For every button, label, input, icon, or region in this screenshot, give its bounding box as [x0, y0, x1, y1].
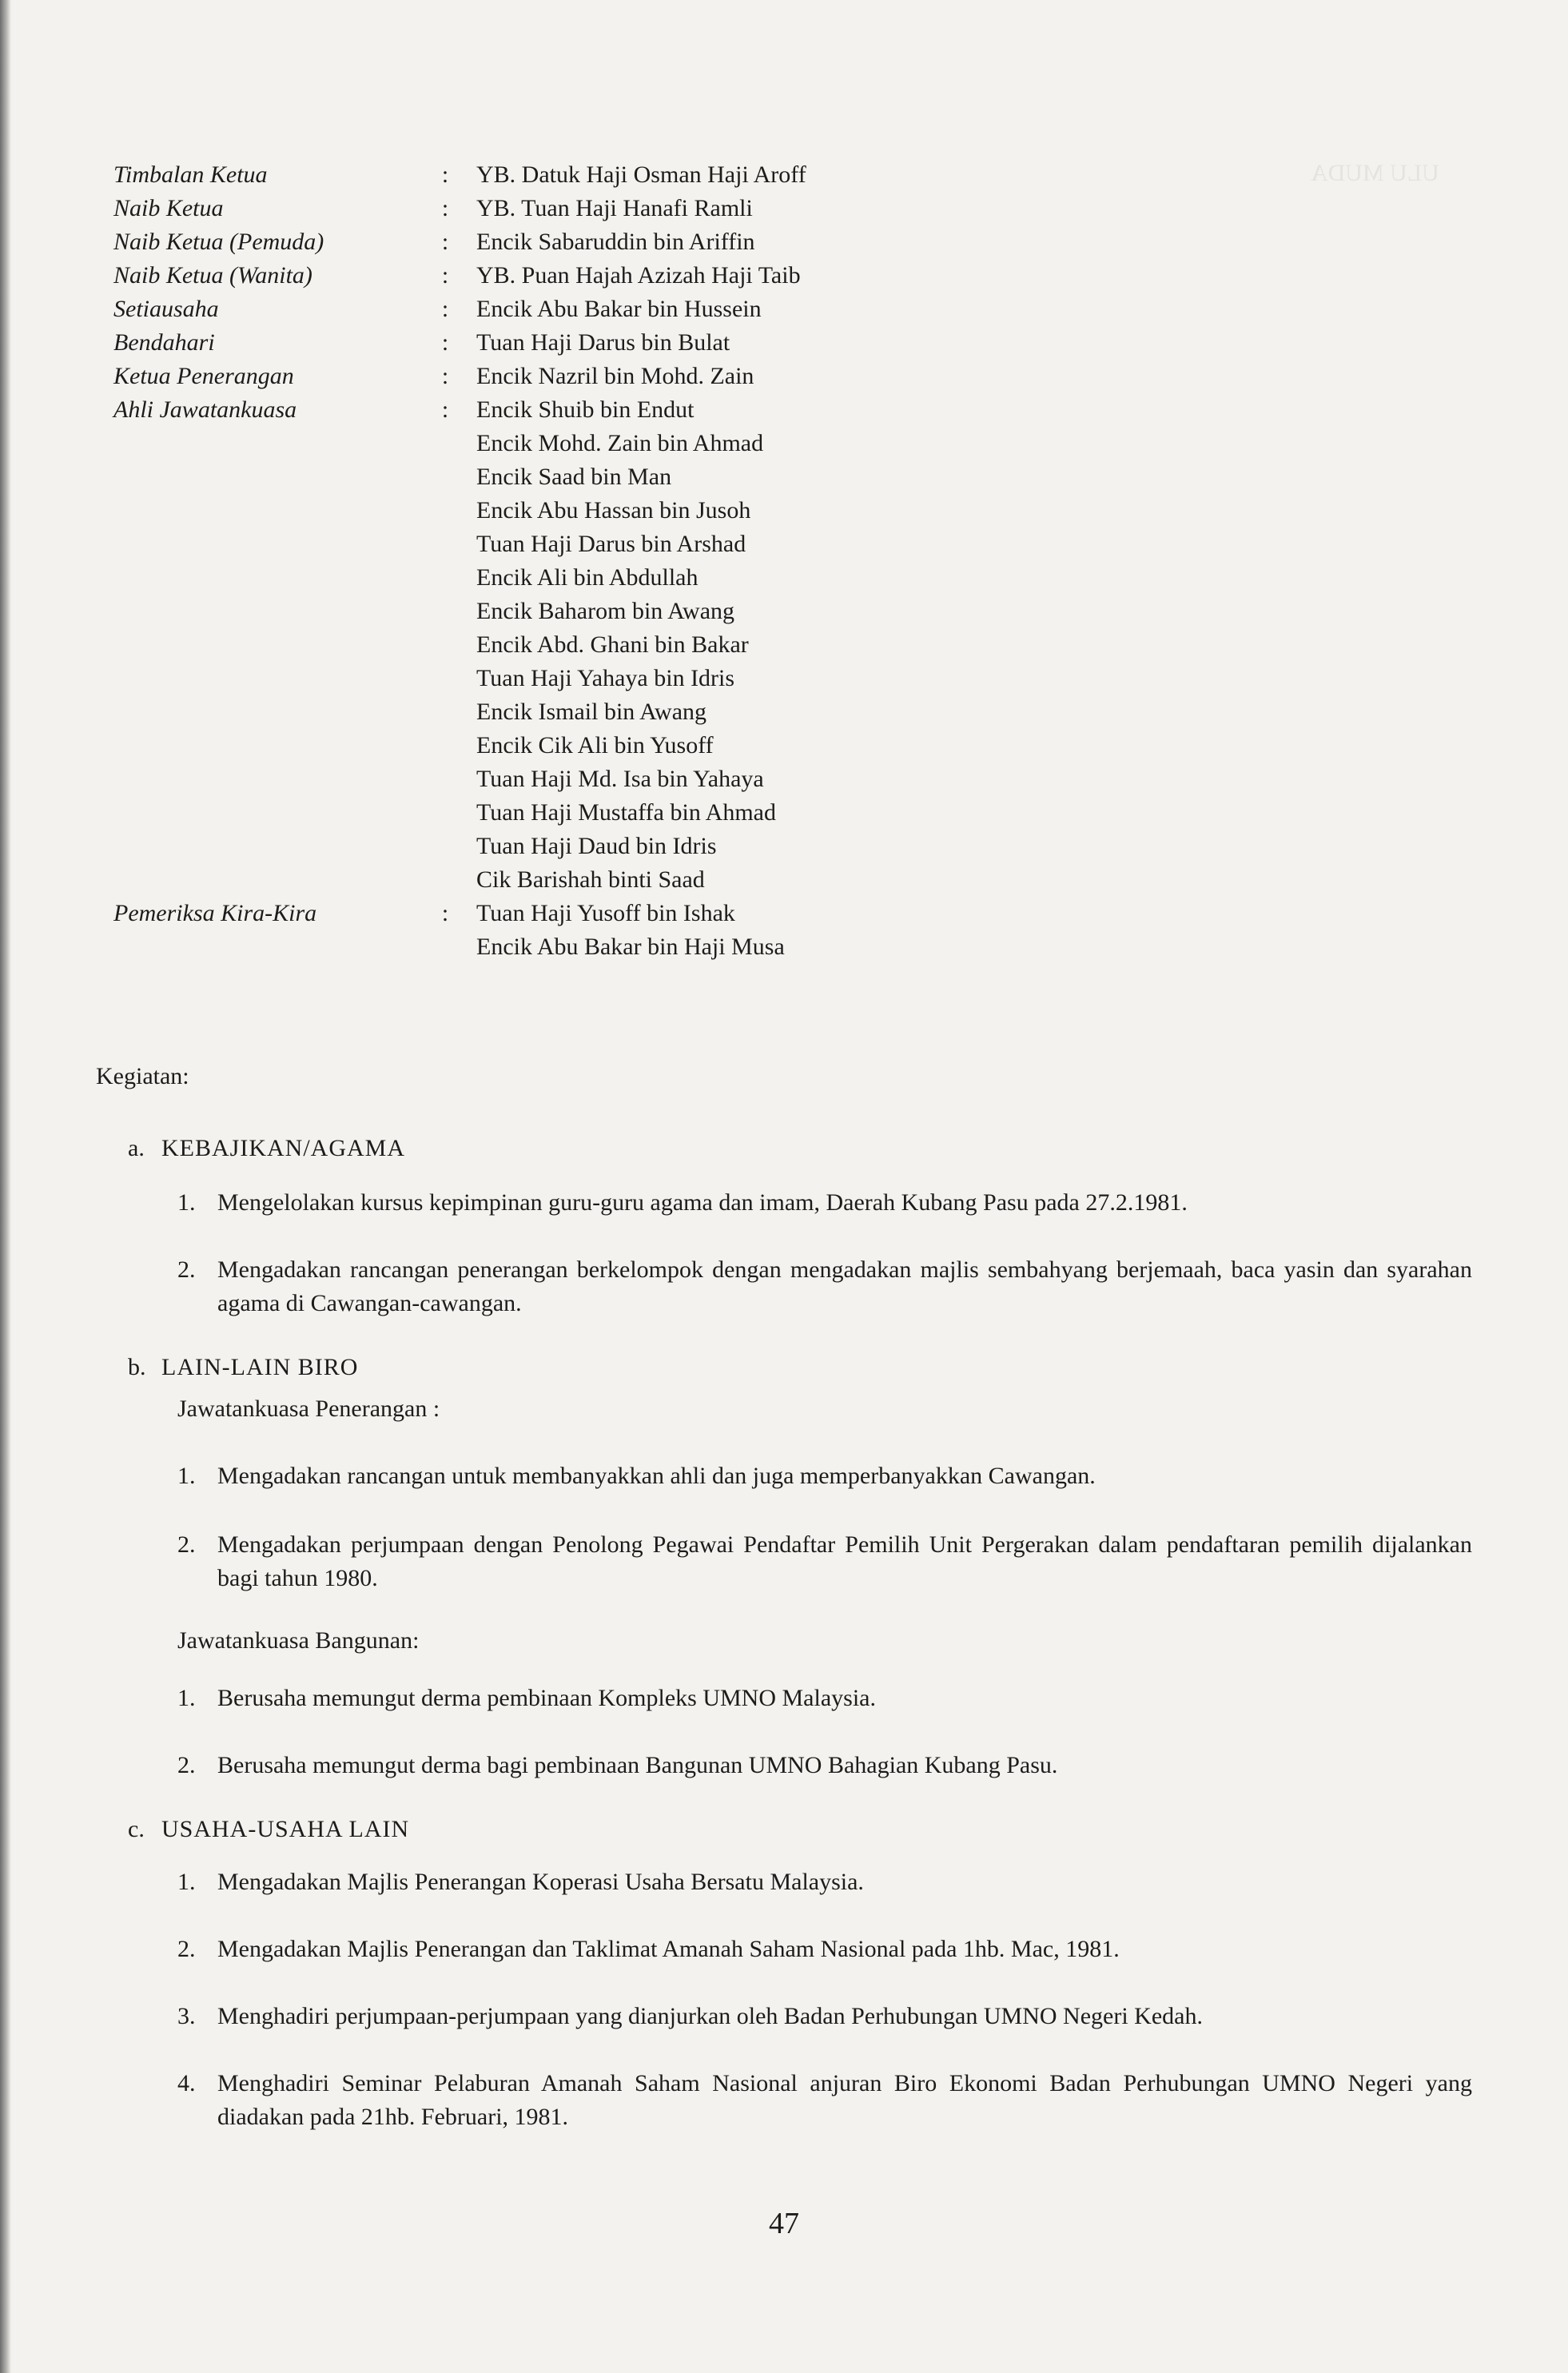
- list-item: [177, 1865, 1472, 1899]
- committee-row: [96, 561, 975, 595]
- kegiatan-heading: Kegiatan:: [96, 1063, 189, 1089]
- item-number: 1.: [177, 1189, 196, 1216]
- committee-member-name: YB. Puan Hajah Azizah Haji Taib: [476, 262, 801, 289]
- item-number: 3.: [177, 2003, 196, 2029]
- colon-separator: :: [441, 161, 449, 188]
- committee-row: [96, 427, 975, 460]
- committee-member-name: Encik Ali bin Abdullah: [476, 564, 698, 591]
- list-item: [177, 2000, 1472, 2033]
- committee-member-name: Tuan Haji Mustaffa bin Ahmad: [476, 799, 776, 826]
- section-title: KEBAJIKAN/AGAMA: [161, 1135, 405, 1161]
- item-number: 1.: [177, 1869, 196, 1895]
- section-letter: a.: [128, 1135, 145, 1161]
- colon-separator: :: [441, 195, 449, 221]
- section-letter: c.: [128, 1816, 145, 1842]
- committee-member-name: Cik Barishah binti Saad: [476, 866, 705, 893]
- colon-separator: :: [441, 296, 449, 322]
- committee-member-name: Encik Baharom bin Awang: [476, 598, 735, 624]
- committee-member-name: Tuan Haji Darus bin Bulat: [476, 329, 730, 356]
- committee-row: [96, 729, 975, 762]
- committee-role: Ahli Jawatankuasa: [113, 396, 297, 423]
- committee-row: [96, 192, 975, 225]
- item-text: Mengadakan perjumpaan dengan Penolong Pegawai Pendaftar Pemilih Unit Pergerakan dalam pendaftaran pemilih dijalankan bagi tahun 1980.: [217, 1531, 1472, 1591]
- committee-member-name: Tuan Haji Yahaya bin Idris: [476, 665, 735, 691]
- committee-row: [96, 830, 975, 863]
- committee-member-name: Encik Saad bin Man: [476, 464, 672, 490]
- committee-member-name: Encik Ismail bin Awang: [476, 699, 707, 725]
- item-text: Mengadakan Majlis Penerangan dan Taklimat Amanah Saham Nasional pada 1hb. Mac, 1981.: [217, 1936, 1120, 1962]
- list-item: [177, 1682, 1472, 1715]
- item-text: Berusaha memungut derma bagi pembinaan Bangunan UMNO Bahagian Kubang Pasu.: [217, 1752, 1058, 1778]
- committee-role: Naib Ketua: [113, 195, 224, 221]
- committee-row: [96, 326, 975, 360]
- section-title: LAIN-LAIN BIRO: [161, 1354, 359, 1380]
- item-text: Mengadakan rancangan untuk membanyakkan ahli dan juga memperbanyakkan Cawangan.: [217, 1463, 1096, 1489]
- committee-member-name: Encik Sabaruddin bin Ariffin: [476, 229, 755, 255]
- committee-member-name: Encik Mohd. Zain bin Ahmad: [476, 430, 764, 456]
- committee-member-name: YB. Datuk Haji Osman Haji Aroff: [476, 161, 806, 188]
- bleed-through-text: ULU MUDA: [1311, 160, 1439, 186]
- list-item: [177, 1749, 1472, 1782]
- committee-member-name: Encik Nazril bin Mohd. Zain: [476, 363, 754, 389]
- subsection-heading: Jawatankuasa Penerangan :: [177, 1396, 440, 1422]
- committee-role: Naib Ketua (Wanita): [113, 262, 312, 289]
- section-a-heading: [128, 1135, 405, 1162]
- item-text: Mengelolakan kursus kepimpinan guru-guru agama dan imam, Daerah Kubang Pasu pada 27.2.1981.: [217, 1189, 1188, 1216]
- committee-role: Setiausaha: [113, 296, 219, 322]
- item-number: 2.: [177, 1256, 196, 1283]
- item-text: Mengadakan Majlis Penerangan Koperasi Usaha Bersatu Malaysia.: [217, 1869, 864, 1895]
- item-number: 2.: [177, 1531, 196, 1558]
- list-item: [177, 1528, 1472, 1595]
- committee-member-name: Encik Cik Ali bin Yusoff: [476, 732, 714, 758]
- page-number: 47: [769, 2207, 799, 2240]
- committee-member-name: Tuan Haji Daud bin Idris: [476, 833, 717, 859]
- item-text: Berusaha memungut derma pembinaan Kompleks UMNO Malaysia.: [217, 1685, 876, 1711]
- committee-list: [96, 158, 975, 964]
- committee-member-name: Encik Abd. Ghani bin Bakar: [476, 631, 749, 658]
- colon-separator: :: [441, 229, 449, 255]
- section-letter: b.: [128, 1354, 146, 1380]
- committee-row: [96, 863, 975, 897]
- item-number: 2.: [177, 1936, 196, 1962]
- committee-row: [96, 762, 975, 796]
- list-item: [177, 1933, 1472, 1966]
- colon-separator: :: [441, 396, 449, 423]
- committee-row: [96, 897, 975, 930]
- list-item: [177, 1186, 1472, 1220]
- committee-member-name: Tuan Haji Yusoff bin Ishak: [476, 900, 735, 926]
- item-number: 1.: [177, 1685, 196, 1711]
- colon-separator: :: [441, 363, 449, 389]
- committee-member-name: Encik Abu Bakar bin Hussein: [476, 296, 762, 322]
- committee-role: Timbalan Ketua: [113, 161, 268, 188]
- committee-row: [96, 360, 975, 393]
- committee-row: [96, 225, 975, 259]
- item-number: 2.: [177, 1752, 196, 1778]
- committee-row: [96, 930, 975, 964]
- committee-member-name: YB. Tuan Haji Hanafi Ramli: [476, 195, 753, 221]
- item-text: Menghadiri Seminar Pelaburan Amanah Saham Nasional anjuran Biro Ekonomi Badan Perhubungan UMNO Negeri yang diadakan pada 21hb. Februari, 1981.: [217, 2070, 1472, 2130]
- section-b-heading: [128, 1354, 358, 1381]
- committee-member-name: Tuan Haji Md. Isa bin Yahaya: [476, 766, 764, 792]
- subsection-heading: Jawatankuasa Bangunan:: [177, 1627, 420, 1654]
- committee-row: [96, 494, 975, 528]
- committee-row: [96, 393, 975, 427]
- scan-edge-shadow: [0, 0, 11, 2373]
- committee-row: [96, 796, 975, 830]
- committee-row: [96, 528, 975, 561]
- item-text: Menghadiri perjumpaan-perjumpaan yang dianjurkan oleh Badan Perhubungan UMNO Negeri Kedah.: [217, 2003, 1203, 2029]
- committee-member-name: Encik Abu Hassan bin Jusoh: [476, 497, 751, 524]
- committee-member-name: Encik Abu Bakar bin Haji Musa: [476, 934, 785, 960]
- item-number: 4.: [177, 2070, 196, 2096]
- colon-separator: :: [441, 900, 449, 926]
- committee-row: [96, 695, 975, 729]
- list-item: [177, 2067, 1472, 2134]
- section-title: USAHA-USAHA LAIN: [161, 1816, 410, 1842]
- committee-role: Naib Ketua (Pemuda): [113, 229, 324, 255]
- committee-row: [96, 595, 975, 628]
- committee-member-name: Encik Shuib bin Endut: [476, 396, 694, 423]
- list-item: [177, 1459, 1472, 1493]
- list-item: [177, 1253, 1472, 1320]
- committee-row: [96, 460, 975, 494]
- committee-role: Bendahari: [113, 329, 215, 356]
- section-c-heading: [128, 1816, 409, 1843]
- item-text: Mengadakan rancangan penerangan berkelompok dengan mengadakan majlis sembahyang berjemaah, baca yasin dan syarahan agama di Cawangan-cawangan.: [217, 1256, 1472, 1316]
- committee-row: [96, 293, 975, 326]
- committee-role: Pemeriksa Kira-Kira: [113, 900, 317, 926]
- committee-member-name: Tuan Haji Darus bin Arshad: [476, 531, 746, 557]
- colon-separator: :: [441, 262, 449, 289]
- committee-row: [96, 259, 975, 293]
- committee-role: Ketua Penerangan: [113, 363, 294, 389]
- committee-row: [96, 158, 975, 192]
- item-number: 1.: [177, 1463, 196, 1489]
- committee-row: [96, 628, 975, 662]
- committee-row: [96, 662, 975, 695]
- colon-separator: :: [441, 329, 449, 356]
